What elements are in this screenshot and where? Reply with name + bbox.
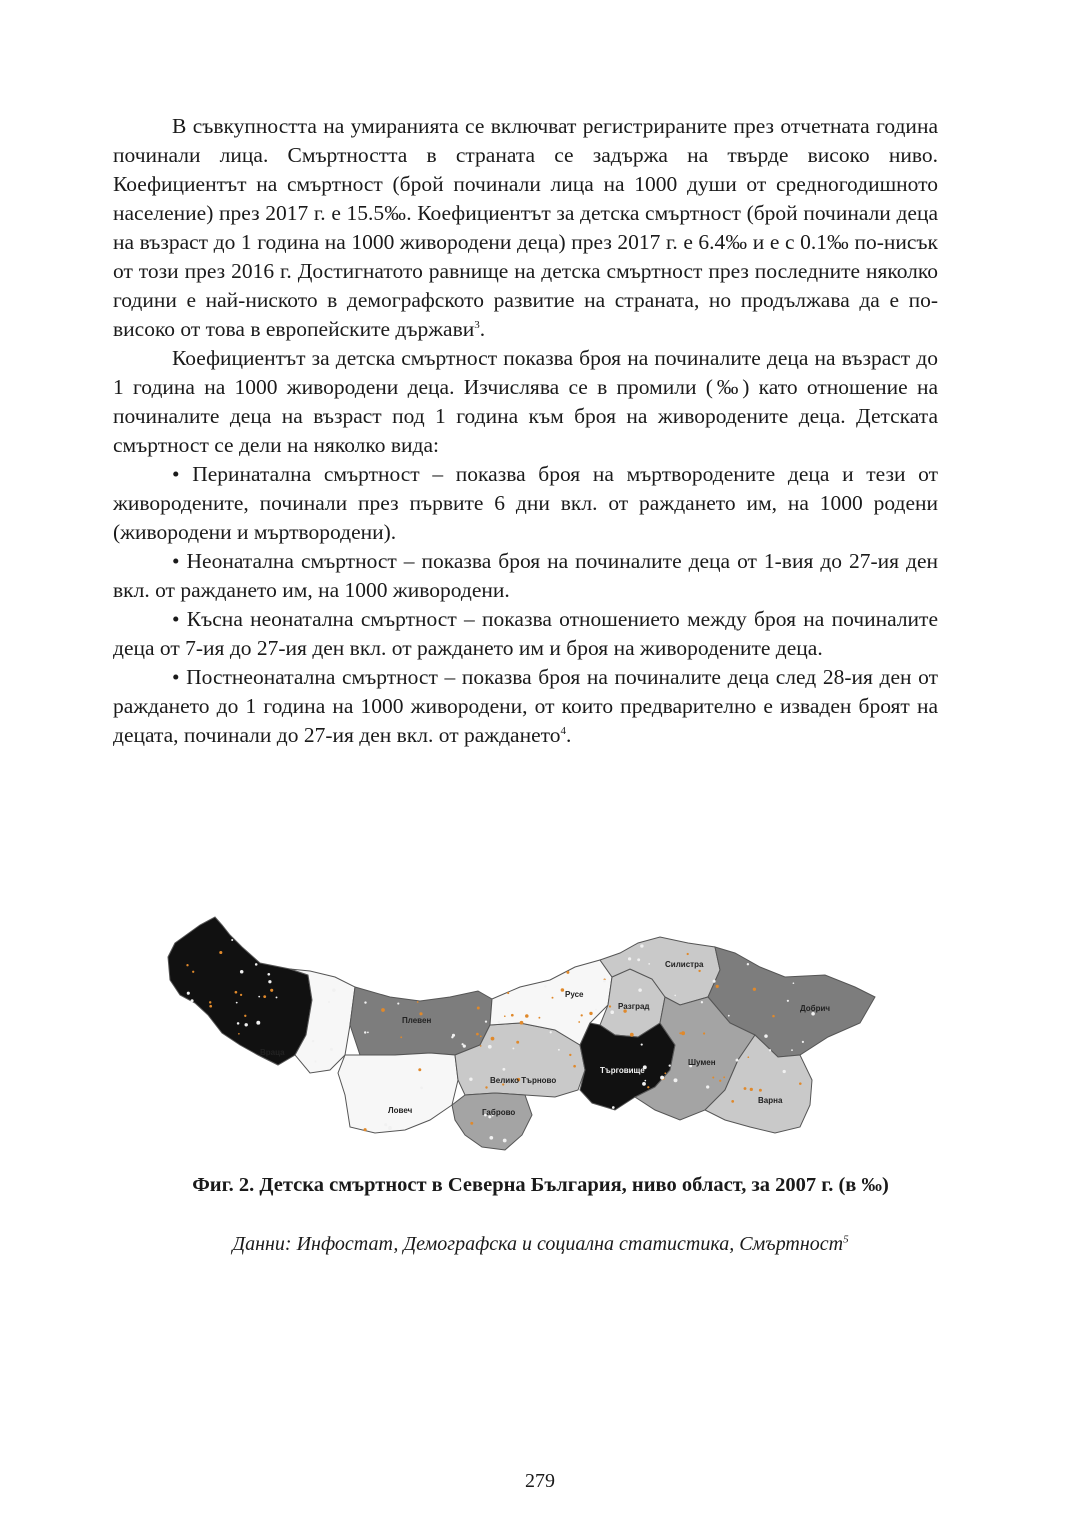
settlement-dot (525, 1014, 529, 1018)
footnote-ref-4[interactable]: 4 (560, 724, 567, 737)
paragraph-infant-definition: Коефициентът за детска смъртност показва броя на починалите деца на възраст до 1 година на 1000 живородени деца. Изчислява се в промили (‰) като отношение на починалите деца на възраст под 1 година към броя на живородените деца. Детската смъртност се дели на няколко вида: (113, 346, 938, 457)
settlement-dot (791, 1049, 793, 1051)
settlement-dot (641, 1044, 643, 1046)
label-razgrad: Разград (618, 1002, 650, 1011)
label-veliko-tarnovo: Велико Търново (490, 1076, 557, 1085)
settlement-dot (642, 1082, 646, 1086)
settlement-dot (703, 1032, 705, 1034)
bullet-late-neonatal: • Късна неонатална смъртност – показва отношението между броя на починалите деца от 7-ия до 27-ия ден вкл. от раждането им и броя на живородените деца. (113, 607, 938, 660)
settlement-dot (566, 971, 569, 974)
settlement-dot (637, 958, 640, 961)
settlement-dot (520, 1021, 524, 1025)
settlement-dot (237, 1022, 240, 1025)
map-figure (160, 905, 890, 1160)
settlement-dot (364, 1128, 367, 1131)
settlement-dot (769, 1049, 771, 1051)
settlement-dot (674, 995, 676, 997)
settlement-dot (581, 1014, 583, 1016)
settlement-dot (315, 1061, 317, 1063)
settlement-dot (716, 985, 719, 988)
settlement-dot (674, 1078, 678, 1082)
settlement-dot (263, 995, 266, 998)
settlement-dot (552, 997, 554, 999)
settlement-dot (612, 1106, 615, 1109)
label-silistra: Силистра (665, 960, 704, 969)
settlement-dot (400, 1036, 402, 1038)
region-gabrovo (452, 1093, 532, 1150)
settlement-dot (759, 1089, 762, 1092)
figure-source (113, 1233, 968, 1256)
settlement-dot (731, 1100, 734, 1103)
settlement-dot (332, 988, 336, 992)
settlement-dot (498, 1021, 501, 1024)
body-text (113, 112, 938, 750)
settlement-dot (328, 1001, 330, 1003)
settlement-dot (787, 1000, 789, 1002)
page-number: 279 (525, 1470, 555, 1492)
settlement-dot (660, 1076, 664, 1080)
settlement-dot (603, 980, 606, 983)
bullet-postneonatal-text: • Постнеонатална смъртност – показва броя на починалите деца след 28-ия ден от раждането до 1 година на 1000 живородени, от които предварително е изваден броят на децата, починали до 27-ия ден вкл. от раждането (113, 665, 938, 747)
label-pleven: Плевен (402, 1016, 432, 1025)
bullet-perinatal: • Перинатална смъртност – показва броя на мъртвородените деца и тези от живородените, починали през първите 6 дни вкл. от раждането им, на 1000 родени (живородени и мъртвородени). (113, 462, 938, 544)
settlement-dot (235, 991, 238, 994)
settlement-dot (240, 994, 242, 996)
settlement-dot (736, 1059, 739, 1062)
paragraph-mortality-end: . (479, 317, 486, 341)
paragraph-mortality (113, 112, 938, 344)
settlement-dot (452, 1034, 455, 1037)
label-ruse: Русе (565, 990, 584, 999)
figure-caption: Фиг. 2. Детска смъртност в Северна България, ниво област, за 2007 г. (в ‰) (192, 1174, 889, 1196)
settlement-dot (462, 1043, 464, 1045)
settlement-dot (209, 1005, 212, 1008)
settlement-dot (511, 1014, 514, 1017)
settlement-dot (802, 1041, 804, 1043)
settlement-dot (610, 1010, 614, 1014)
settlement-dot (469, 1077, 472, 1080)
settlement-dot (753, 988, 756, 991)
settlement-dot (544, 985, 546, 987)
settlement-dot (255, 963, 258, 966)
settlement-dot (609, 1005, 611, 1007)
settlement-dot (640, 944, 643, 947)
settlement-dot (489, 1136, 493, 1140)
settlement-dot (330, 1048, 333, 1051)
settlement-dot (367, 1032, 369, 1034)
settlement-dot (238, 1033, 240, 1035)
settlement-dot (268, 980, 271, 983)
settlement-dot (267, 973, 270, 976)
north-bulgaria-map (160, 905, 890, 1160)
settlement-dot (648, 963, 650, 965)
footnote-ref-3[interactable]: 3 (474, 318, 480, 331)
settlement-dot (687, 953, 689, 955)
settlement-dot (476, 1033, 479, 1036)
bullet-postneonatal (113, 663, 938, 750)
settlement-dot (417, 1001, 419, 1003)
label-gabrovo: Габрово (482, 1108, 516, 1117)
region-lovech (338, 1053, 458, 1133)
settlement-dot (698, 970, 700, 972)
settlement-dot (589, 1012, 592, 1015)
settlement-dot (679, 1032, 681, 1034)
settlement-dot (561, 988, 565, 992)
settlement-dot (747, 1056, 749, 1058)
settlement-dot (270, 989, 273, 992)
settlement-dot (231, 939, 233, 941)
settlement-dot (364, 1031, 366, 1033)
settlement-dot (381, 1008, 385, 1012)
settlement-dot (764, 1034, 768, 1038)
settlement-dot (488, 1045, 492, 1049)
label-varna: Варна (758, 1096, 783, 1105)
settlement-dot (388, 1126, 392, 1130)
settlement-dot (419, 1012, 422, 1015)
settlement-dot (516, 1041, 519, 1044)
settlement-dot (502, 1068, 505, 1071)
settlement-dot (644, 1080, 646, 1082)
label-dobrich: Добрич (800, 1004, 831, 1013)
label-shumen: Шумен (688, 1058, 716, 1067)
settlement-dot (638, 988, 642, 992)
settlement-dot (236, 1002, 238, 1004)
settlement-dot (723, 1076, 725, 1078)
label-vratsa: Враца (260, 1048, 285, 1057)
settlement-dot (701, 1001, 703, 1003)
settlement-dot (191, 999, 194, 1002)
bullet-postneonatal-end: . (566, 723, 572, 747)
settlement-dot (630, 1033, 634, 1037)
settlement-dot (669, 1064, 671, 1066)
settlement-dot (512, 1047, 514, 1049)
settlement-dot (558, 1049, 560, 1051)
paragraph-mortality-text: В съвкупността на умиранията се включват регистрираните през отчетната година починали лица. Смъртността в страната се задържа на твърде високо ниво. Коефициентът на смъртност (брой починали лица на 1000 души от средногодишното население) през 2017 г. е 15.5‰. Коефициентът за детска смъртност (брой починали деца на възраст до 1 година на 1000 живородени деца) през 2017 г. е 6.4‰ и е с 0.1‰ по-нисък от този през 2016 г. Достигнатото равнище на детска смъртност през последните няколко години е най-ниското в демографското развитие на страната, но продължава да е по-високо от това в европейските държави (113, 114, 938, 341)
settlement-dot (647, 1086, 649, 1088)
settlement-dot (364, 1001, 366, 1003)
settlement-dot (550, 1031, 552, 1033)
region-vidin-montana (168, 917, 312, 1065)
settlement-dot (595, 1009, 597, 1011)
settlement-dot (706, 1085, 709, 1088)
settlement-dot (712, 1076, 714, 1078)
settlement-dot (491, 1037, 495, 1041)
settlement-dot (628, 957, 631, 960)
settlement-dot (240, 970, 244, 974)
settlement-dot (503, 1139, 507, 1143)
settlement-dot (578, 1021, 580, 1023)
settlement-dot (258, 996, 260, 998)
settlement-dot (276, 996, 278, 998)
settlement-dot (219, 951, 222, 954)
settlement-dot (507, 992, 509, 994)
settlement-dot (397, 1003, 399, 1005)
settlement-dot (569, 1054, 571, 1056)
settlement-dot (728, 1015, 730, 1017)
figure-source-text: Данни: Инфостат, Демографска и социална статистика, Смъртност (232, 1233, 844, 1255)
settlement-dot (750, 1088, 753, 1091)
label-lovech: Ловеч (388, 1106, 413, 1115)
settlement-dot (256, 1021, 260, 1025)
settlement-dot (470, 1122, 473, 1125)
settlement-dot (485, 1020, 487, 1022)
settlement-dot (713, 980, 716, 983)
settlement-dot (747, 963, 749, 965)
settlement-dot (209, 1001, 211, 1003)
settlement-dot (799, 1082, 802, 1085)
settlement-dot (312, 1040, 314, 1042)
settlement-dot (538, 1017, 540, 1019)
settlement-dot (719, 1080, 721, 1082)
settlement-dot (504, 1015, 506, 1017)
settlement-dot (420, 1086, 423, 1089)
settlement-dot (485, 1086, 487, 1088)
settlement-dot (480, 1036, 482, 1038)
settlement-dot (244, 1015, 246, 1017)
settlement-dot (744, 1087, 747, 1090)
settlement-dot (783, 1070, 786, 1073)
settlement-dot (772, 1015, 775, 1018)
settlement-dot (664, 1072, 666, 1074)
settlement-dot (186, 964, 188, 966)
settlement-dot (573, 1065, 576, 1068)
settlement-dot (192, 971, 194, 973)
footnote-ref-5[interactable]: 5 (843, 1233, 849, 1246)
bullet-neonatal: • Неонатална смъртност – показва броя на починалите деца от 1-вия до 27-ия ден вкл. от раждането им, на 1000 живородени. (113, 549, 938, 602)
settlement-dot (477, 1007, 480, 1010)
settlement-dot (244, 1023, 247, 1026)
settlement-dot (793, 982, 795, 984)
settlement-dot (480, 1045, 482, 1047)
settlement-dot (681, 1031, 685, 1035)
settlement-dot (384, 1123, 387, 1126)
settlement-dot (187, 992, 190, 995)
settlement-dot (418, 1068, 421, 1071)
label-targovishte: Търговище (600, 1066, 645, 1075)
